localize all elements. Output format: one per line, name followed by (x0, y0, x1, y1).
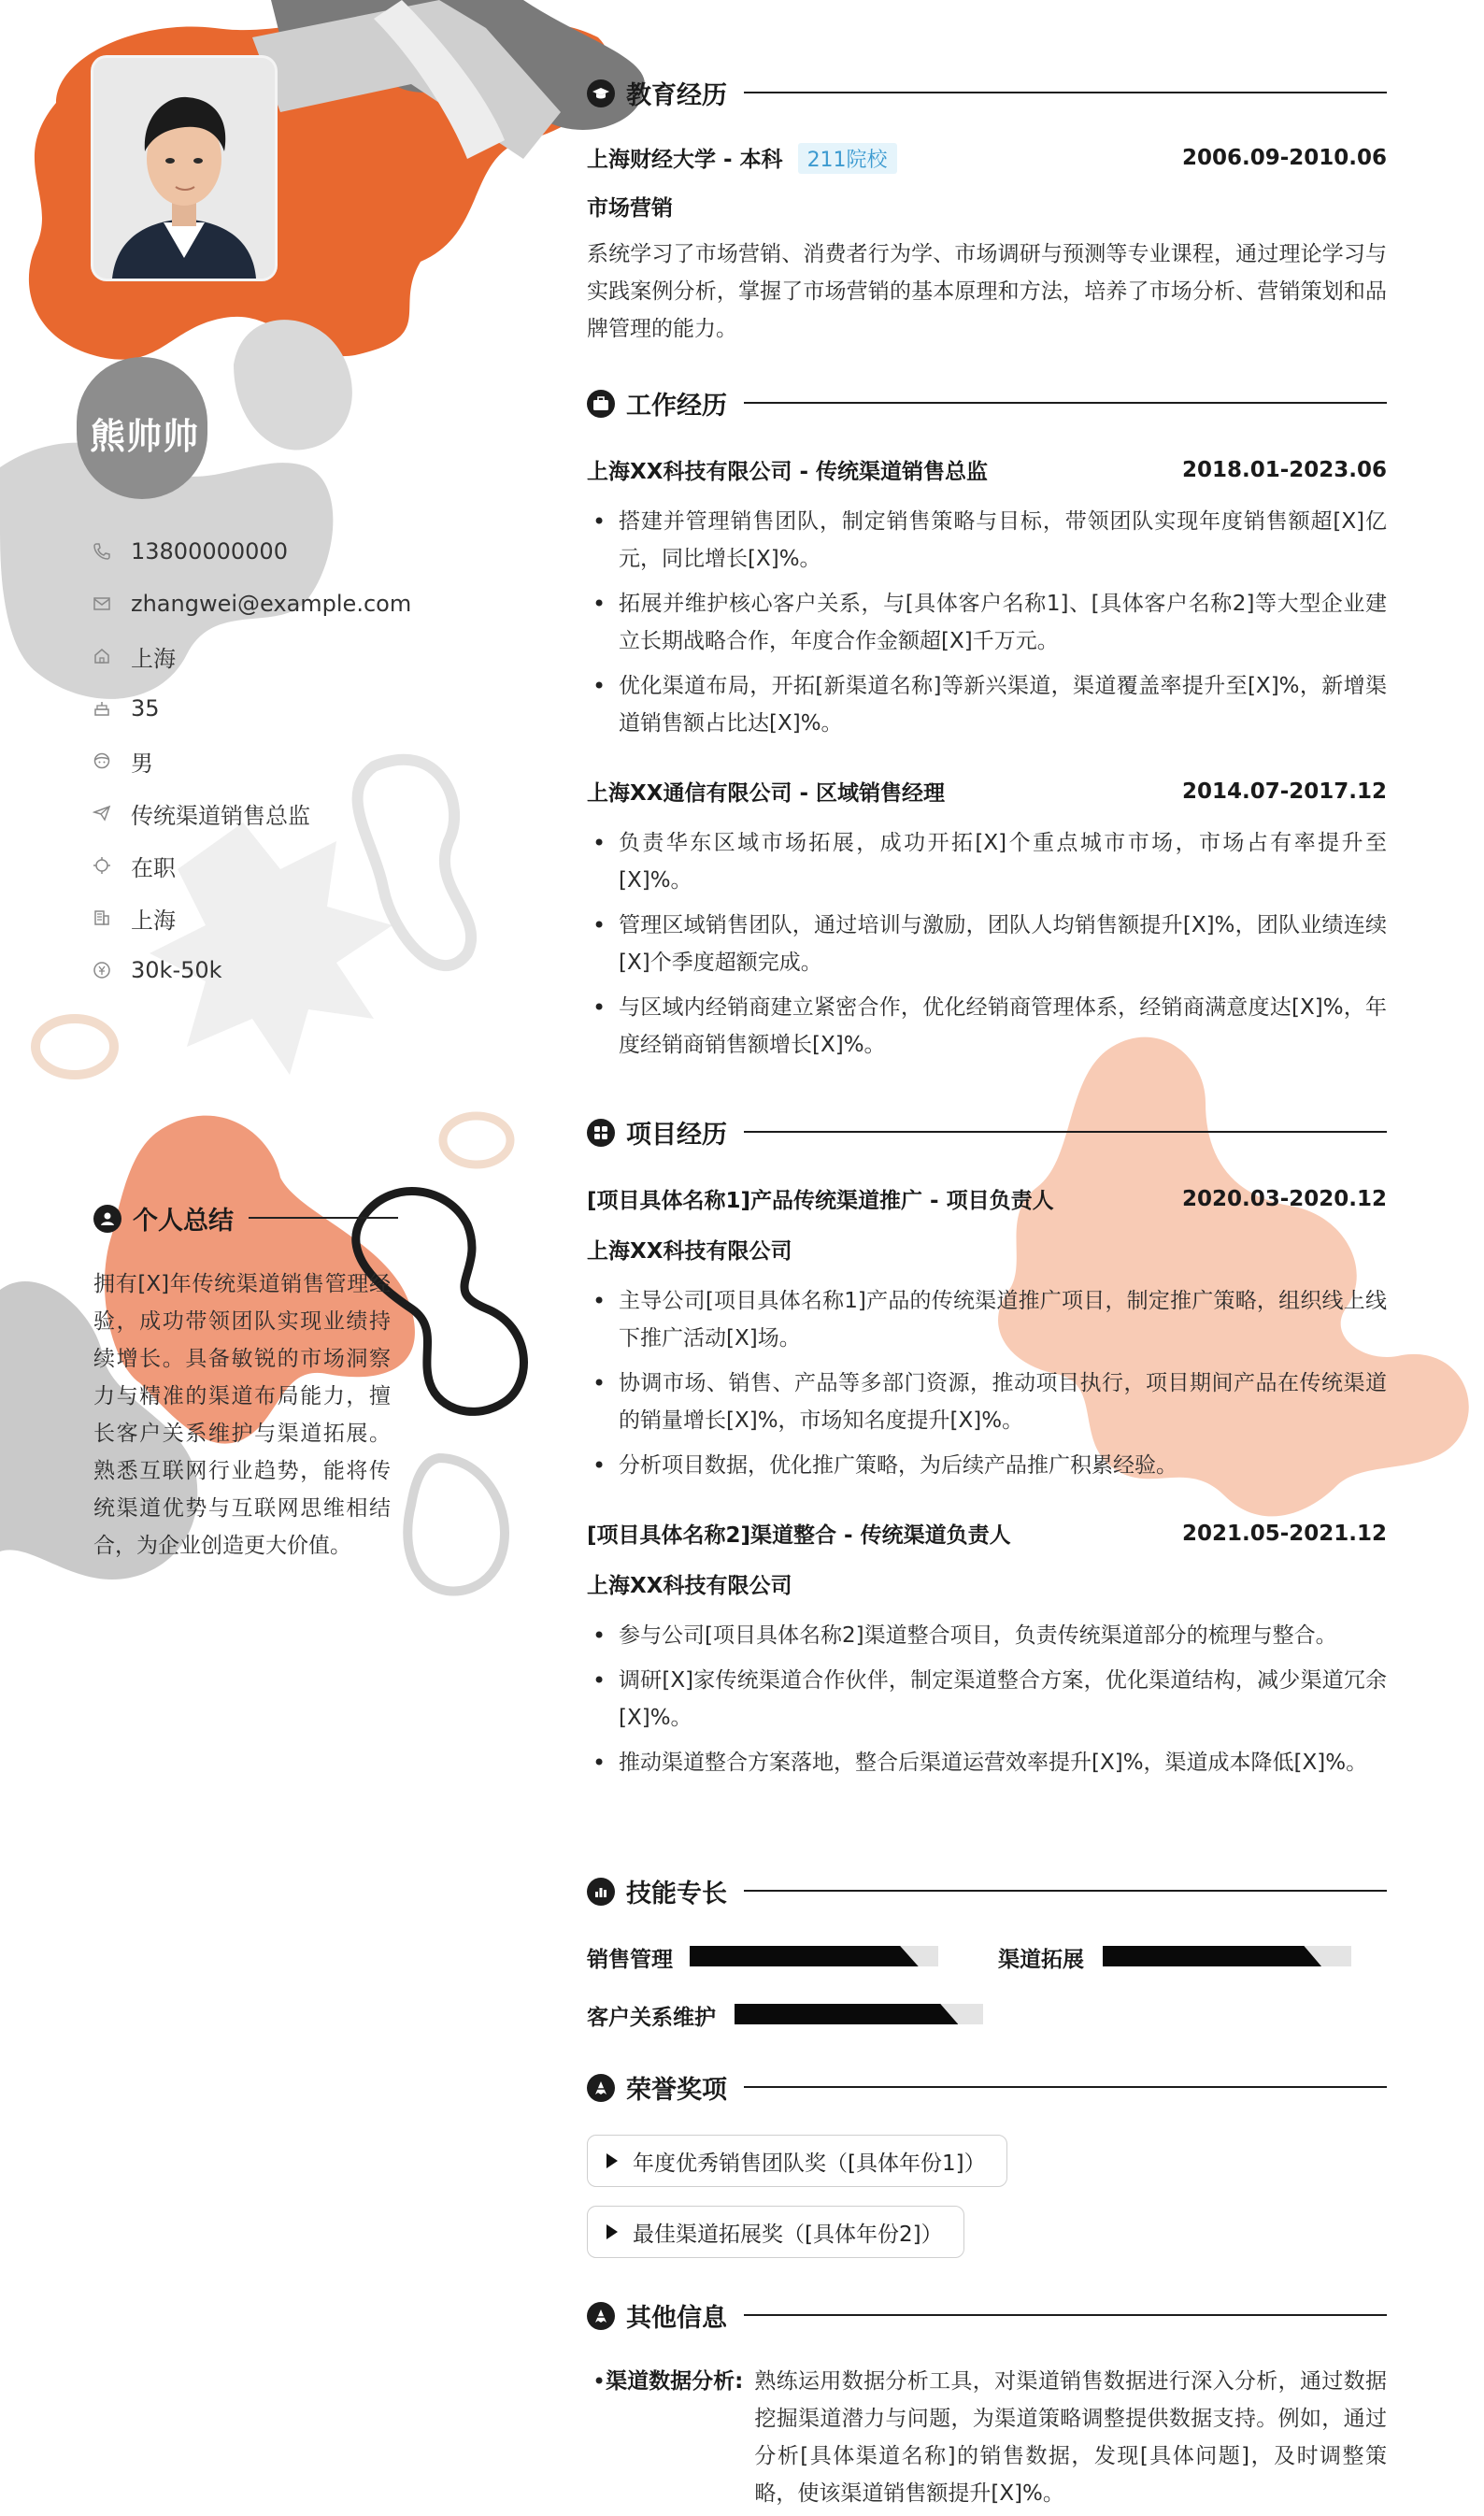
award-icon (587, 2074, 615, 2102)
job-2-bullet: • 管理区域销售团队，通过培训与激励，团队人均销售额提升[X]%，团队业绩连续[X]个季度超额完成。 (587, 907, 1387, 981)
status-icon (92, 855, 112, 876)
skill-3-bar (735, 2004, 983, 2024)
awards-divider (744, 2086, 1387, 2088)
job-1-bullet: • 优化渠道布局，开拓[新渠道名称]等新兴渠道，渠道覆盖率提升至[X]%，新增渠道销售额占比达[X]%。 (587, 667, 1387, 742)
other-item (587, 2363, 1387, 2512)
job-1-bullet: • 搭建并管理销售团队，制定销售策略与目标，带领团队实现年度销售额超[X]亿元，同比增长[X]%。 (587, 503, 1387, 578)
awards-heading (587, 2069, 727, 2106)
candidate-name: 熊帅帅 (90, 416, 200, 457)
contact-city (92, 630, 411, 682)
skills-title: 技能专长 (626, 1880, 727, 1908)
project-2-bullet: • 推动渠道整合方案落地，整合后渠道运营效率提升[X]%，渠道成本降低[X]%。 (587, 1744, 1387, 1781)
skill-1-name: 销售管理 (587, 1948, 673, 1972)
grid-icon (587, 1119, 615, 1147)
phone-text: 13800000000 (131, 538, 288, 565)
bar-chart-icon (587, 1878, 615, 1906)
contact-list (92, 525, 411, 996)
age-text: 35 (131, 695, 160, 722)
city-text: 上海 (131, 645, 176, 672)
age-icon (92, 698, 112, 719)
job-1-row (587, 454, 1387, 485)
education-description: 系统学习了市场营销、消费者行为学、市场调研与预测等专业课程，通过理论学习与实践案例分析，掌握了市场营销的基本原理和方法，培养了市场分析、营销策划和品牌管理的能力。 (587, 242, 1387, 341)
education-date: 2006.09-2010.06 (1181, 146, 1387, 170)
skill-2-bar (1103, 1946, 1351, 1966)
other-text: 熟练运用数据分析工具，对渠道销售数据进行深入分析，通过数据挖掘渠道潜力与问题，为渠道策略调整提供数据支持。例如，通过分析[具体渠道名称]的销售数据，发现[具体问题]，及时调整策略，使该渠道销售额提升[X]%。 (754, 2369, 1387, 2506)
project-1-title: [项目具体名称1]产品传统渠道推广 - 项目负责人 (587, 1189, 1054, 1213)
graduation-cap-icon (587, 79, 615, 107)
gender-icon (92, 751, 112, 771)
skill-2-fill (1103, 1946, 1321, 1966)
project-2-title: [项目具体名称2]渠道整合 - 传统渠道负责人 (587, 1523, 1011, 1548)
skills-divider (744, 1890, 1387, 1892)
portrait-image (93, 58, 275, 279)
send-icon (92, 803, 112, 823)
work-heading (587, 385, 727, 422)
project-1-company: 上海XX科技有限公司 (587, 1239, 792, 1264)
skills-heading (587, 1873, 727, 1909)
education-major: 市场营销 (587, 196, 673, 221)
contact-status (92, 839, 411, 892)
award-text: 最佳渠道拓展奖（[具体年份2]） (633, 2222, 943, 2247)
projects-heading (587, 1114, 727, 1151)
job-1-bullet: • 拓展并维护核心客户关系，与[具体客户名称1]、[具体客户名称2]等大型企业建立长期战略合作，年度合作金额超[X]千万元。 (587, 585, 1387, 660)
school-tag-badge: 211院校 (798, 143, 897, 174)
award-item (587, 2135, 1007, 2187)
work-divider (744, 402, 1387, 404)
contact-gender (92, 735, 411, 787)
school-line (587, 142, 897, 174)
skill-1-fill (690, 1946, 919, 1966)
summary-divider (249, 1217, 398, 1219)
position-text: 传统渠道销售总监 (131, 802, 310, 829)
other-divider (744, 2314, 1387, 2316)
project-2-date: 2021.05-2021.12 (1181, 1521, 1387, 1546)
building-icon (92, 908, 112, 928)
school-name: 上海财经大学 - 本科 (587, 148, 783, 172)
project-1-bullet: • 主导公司[项目具体名称1]产品的传统渠道推广项目，制定推广策略，组织线上线下推广活动[X]场。 (587, 1282, 1387, 1357)
project-2-row (587, 1518, 1387, 1549)
email-text: zhangwei@example.com (131, 591, 412, 617)
project-2-bullets (587, 1617, 1387, 1789)
other-heading (587, 2297, 727, 2334)
info-award-icon (587, 2302, 615, 2330)
contact-phone (92, 525, 411, 578)
summary-text: 拥有[X]年传统渠道销售管理经验，成功带领团队实现业绩持续增长。具备敏锐的市场洞察力与精准的渠道布局能力，擅长客户关系维护与渠道拓展。熟悉互联网行业趋势，能将传统渠道优势与互联网思维相结合，为企业创造更大价值。 (93, 1272, 391, 1558)
summary-heading (93, 1200, 234, 1237)
project-1-row (587, 1183, 1387, 1214)
gender-text: 男 (131, 750, 153, 777)
skill-2-name: 渠道拓展 (998, 1948, 1084, 1972)
gray-ring-lower (407, 1458, 505, 1592)
job-1-date: 2018.01-2023.06 (1181, 457, 1387, 482)
project-2-bullet: • 参与公司[项目具体名称2]渠道整合项目，负责传统渠道部分的梳理与整合。 (587, 1617, 1387, 1654)
contact-salary (92, 944, 411, 996)
work-title: 工作经历 (626, 392, 727, 421)
briefcase-icon (587, 390, 615, 418)
light-ring (36, 1019, 114, 1075)
other-label: 渠道数据分析: (606, 2369, 744, 2394)
summary-title: 个人总结 (133, 1207, 234, 1236)
job-1-bullets (587, 503, 1387, 750)
contact-position (92, 787, 411, 839)
education-title: 教育经历 (626, 81, 727, 110)
user-icon (93, 1205, 121, 1233)
project-1-bullet: • 分析项目数据，优化推广策略，为后续产品推广积累经验。 (587, 1447, 1387, 1484)
awards-title: 荣誉奖项 (626, 2076, 727, 2105)
skill-3-name: 客户关系维护 (587, 2006, 716, 2030)
other-title: 其他信息 (626, 2304, 727, 2333)
phone-icon (92, 541, 112, 562)
projects-divider (744, 1131, 1387, 1133)
home-icon (92, 646, 112, 666)
triangle-right-icon (606, 2153, 618, 2168)
salary-icon (92, 960, 112, 980)
job-2-row (587, 776, 1387, 807)
light-ring-2 (443, 1116, 510, 1165)
project-2-company: 上海XX科技有限公司 (587, 1574, 792, 1598)
skill-3-fill (735, 2004, 958, 2024)
job-2-date: 2014.07-2017.12 (1181, 779, 1387, 804)
salary-text: 30k-50k (131, 957, 222, 983)
status-text: 在职 (131, 854, 176, 881)
contact-workplace (92, 892, 411, 944)
job-2-bullet: • 负责华东区域市场拓展，成功开拓[X]个重点城市市场，市场占有率提升至[X]%。 (587, 824, 1387, 899)
avatar-photo (93, 58, 275, 279)
job-2-title: 上海XX通信有限公司 - 区域销售经理 (587, 781, 946, 806)
education-heading (587, 75, 727, 111)
mail-icon (92, 593, 112, 614)
project-1-bullet: • 协调市场、销售、产品等多部门资源，推动项目执行，项目期间产品在传统渠道的销量增长[X]%，市场知名度提升[X]%。 (587, 1365, 1387, 1439)
education-row (587, 142, 1387, 174)
project-1-bullets (587, 1282, 1387, 1492)
bullet-dot: • (592, 2368, 606, 2394)
education-divider (744, 92, 1387, 93)
job-2-bullets (587, 824, 1387, 1071)
contact-age (92, 682, 411, 735)
project-2-bullet: • 调研[X]家传统渠道合作伙伴，制定渠道整合方案，优化渠道结构，减少渠道冗余[X]%。 (587, 1662, 1387, 1737)
project-1-date: 2020.03-2020.12 (1181, 1186, 1387, 1211)
job-2-bullet: • 与区域内经销商建立紧密合作，优化经销商管理体系，经销商满意度达[X]%，年度经销商销售额增长[X]%。 (587, 989, 1387, 1064)
skill-1-bar (690, 1946, 938, 1966)
job-1-title: 上海XX科技有限公司 - 传统渠道销售总监 (587, 460, 989, 484)
award-text: 年度优秀销售团队奖（[具体年份1]） (633, 2151, 986, 2176)
projects-title: 项目经历 (626, 1121, 727, 1150)
triangle-right-icon (606, 2224, 618, 2239)
contact-email (92, 578, 411, 630)
award-item (587, 2206, 964, 2258)
workplace-text: 上海 (131, 907, 176, 934)
